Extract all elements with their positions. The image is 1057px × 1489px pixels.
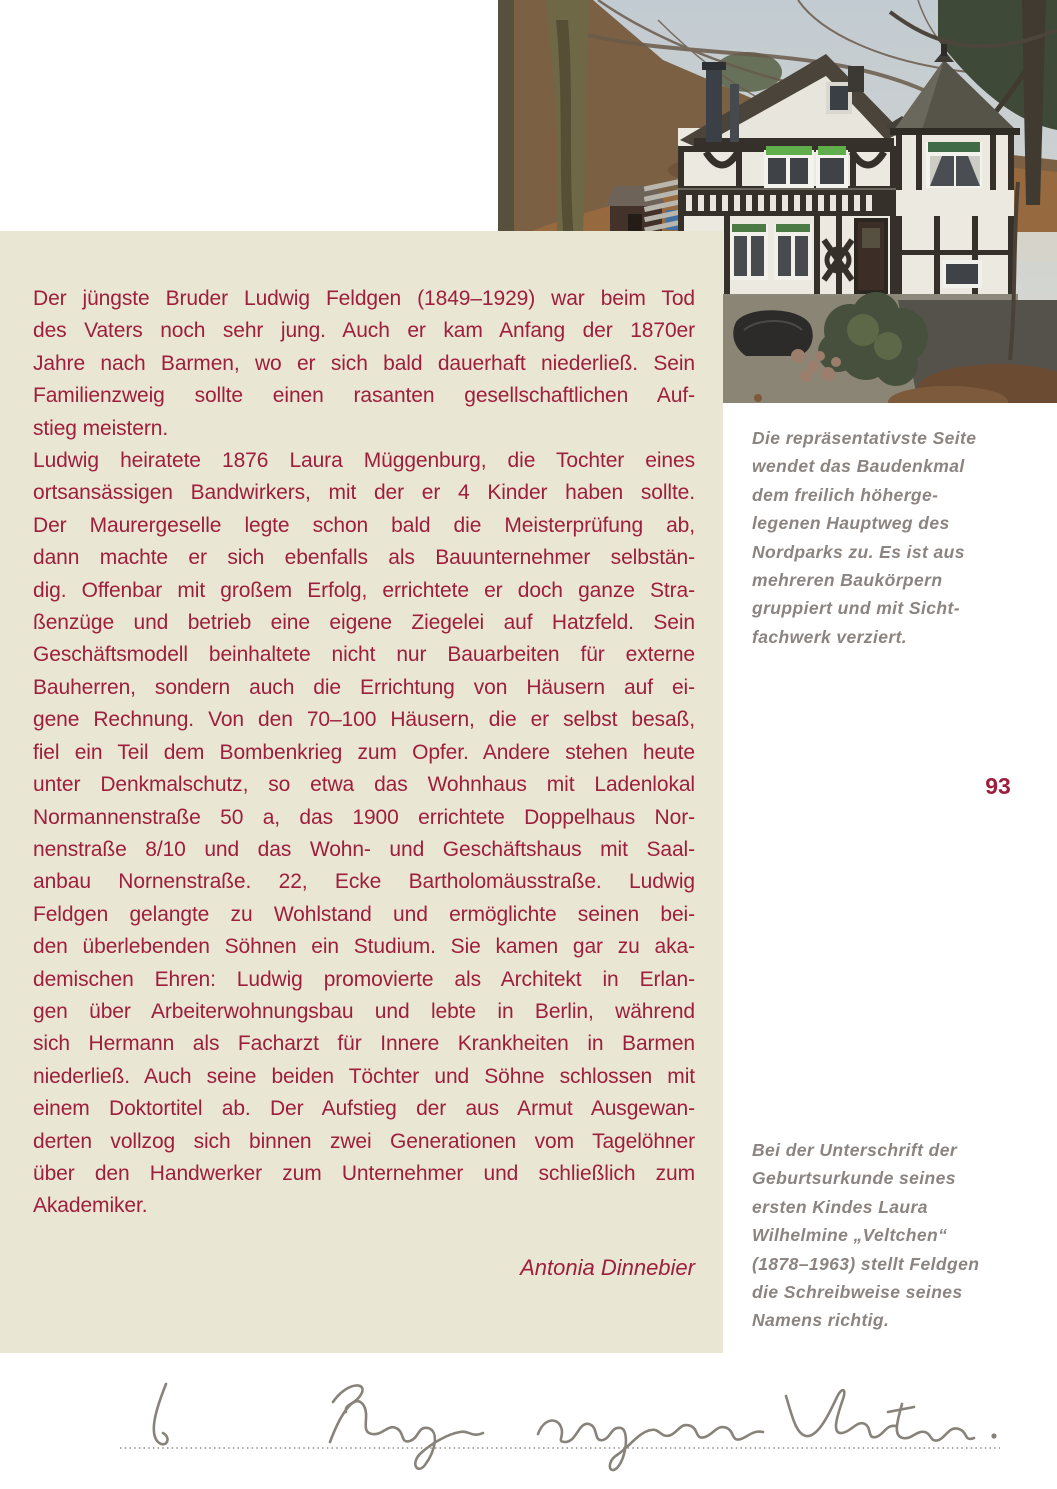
text-line: fachwerk verziert.: [752, 626, 908, 647]
text-line: derten vollzog sich binnen zwei Generationen vom Tagelöhner: [33, 1129, 695, 1153]
text-line: niederließ. Auch seine beiden Töchter und Söhne schlossen mit: [33, 1064, 695, 1088]
text-line: sich Hermann als Facharzt für Innere Krankheiten in Barmen: [33, 1032, 695, 1056]
text-line: Bauherren, sondern auch die Errichtung von Häusern auf ei-: [33, 675, 695, 699]
text-line: demischen Ehren: Ludwig promovierte als Architekt in Erlan-: [33, 967, 695, 991]
text-line: Geschäftsmodell beinhaltete nicht nur Bauarbeiten für externe: [33, 643, 695, 667]
text-line: Geburtsurkunde seines: [752, 1168, 956, 1189]
text-line: ersten Kindes Laura: [752, 1196, 928, 1217]
text-line: Jahre nach Barmen, wo er sich bald dauerhaft niederließ. Sein: [33, 351, 695, 375]
text-line: dann machte er sich ebenfalls als Bauunternehmer selbstän-: [33, 546, 695, 570]
text-line: Normannenstraße 50 a, das 1900 errichtete Doppelhaus Nor-: [33, 805, 695, 829]
text-line: wendet das Baudenkmal: [752, 456, 965, 477]
text-line: anbau Nornenstraße. 22, Ecke Bartholomäusstraße. Ludwig: [33, 870, 695, 894]
photo-caption: [752, 424, 1022, 651]
text-line: unter Denkmalschutz, so etwa das Wohnhaus mit Ladenlokal: [33, 773, 695, 797]
text-line: Akademiker.: [33, 1194, 148, 1218]
text-line: gruppiert und mit Sicht-: [752, 598, 960, 619]
text-line: ßenzüge und betrieb eine eigene Ziegelei auf Hatzfeld. Sein: [33, 611, 695, 635]
text-line: nenstraße 8/10 und das Wohn- und Geschäftshaus mit Saal-: [33, 837, 695, 861]
text-line: einem Doktortitel ab. Der Aufstieg der aus Armut Ausgewan-: [33, 1097, 695, 1121]
text-line: Feldgen gelangte zu Wohlstand und ermöglichte seinen bei-: [33, 902, 695, 926]
text-line: (1878–1963) stellt Feldgen: [752, 1253, 980, 1274]
text-line: dig. Offenbar mit großem Erfolg, errichtete er doch ganze Stra-: [33, 578, 695, 602]
text-line: dem freilich höherge-: [752, 484, 939, 505]
text-line: des Vaters noch sehr jung. Auch er kam Anfang der 1870er: [33, 319, 695, 343]
text-line: Familienzweig sollte einen rasanten gesellschaftlichen Auf-: [33, 384, 695, 408]
text-line: über den Handwerker zum Unternehmer und schließlich zum: [33, 1161, 695, 1185]
text-line: Namens richtig.: [752, 1310, 890, 1331]
signature-image: [108, 1362, 1018, 1482]
author-byline: Antonia Dinnebier: [520, 1255, 695, 1280]
text-line: gen über Arbeiterwohnungsbau und lebte in Berlin, während: [33, 999, 695, 1023]
text-line: fiel ein Teil dem Bombenkrieg zum Opfer. Andere stehen heute: [33, 740, 695, 764]
text-line: Nordparks zu. Es ist aus: [752, 541, 965, 562]
text-line: gene Rechnung. Von den 70–100 Häusern, die er selbst besaß,: [33, 708, 695, 732]
text-line: Ludwig heiratete 1876 Laura Müggenburg, die Tochter eines: [33, 449, 695, 473]
text-line: legenen Hauptweg des: [752, 513, 950, 534]
text-line: mehreren Baukörpern: [752, 570, 943, 591]
text-line: Der Maurergeselle legte schon bald die Meisterprüfung ab,: [33, 513, 695, 537]
signature-caption: [752, 1136, 1022, 1335]
text-line: den überlebenden Söhnen ein Studium. Sie kamen gar zu aka-: [33, 935, 695, 959]
text-line: Der jüngste Bruder Ludwig Feldgen (1849–1929) war beim Tod: [33, 287, 695, 310]
signature-handwriting-art: [108, 1362, 1018, 1482]
text-line: Wilhelmine „Veltchen“: [752, 1225, 948, 1246]
page-number: 93: [985, 773, 1011, 799]
article-text: [33, 283, 695, 1223]
text-line: Die repräsentativste Seite: [752, 428, 977, 448]
text-line: die Schreibweise seines: [752, 1282, 963, 1303]
article-panel: [0, 231, 723, 1353]
text-line: ortsansässigen Bandwirkers, mit der er 4 Kinder haben sollte.: [33, 481, 695, 505]
text-line: Bei der Unterschrift der: [752, 1140, 958, 1160]
text-line: stieg meistern.: [33, 416, 169, 440]
